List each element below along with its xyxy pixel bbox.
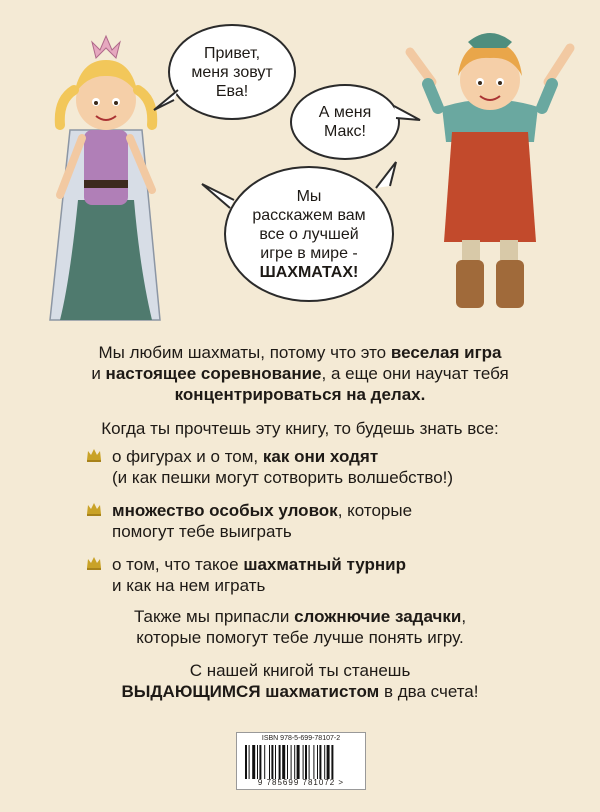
final-paragraph: С нашей книгой ты станешь ВЫДАЮЩИМСЯ шахматистом в два счета! <box>121 661 479 701</box>
shared-bubble-tail-right <box>372 160 402 190</box>
shared-speech-bubble <box>224 166 394 302</box>
bubble-line: все о лучшей <box>259 225 359 243</box>
also-paragraph: Также мы припасли сложнючие задачки, которые помогут тебе лучше понять игру. <box>133 607 467 647</box>
shared-bubble-tail-left <box>200 180 236 210</box>
bubble-line: Ева! <box>215 82 249 100</box>
barcode <box>236 732 366 790</box>
list-item: множество особых уловок, которые помогут тебе выиграть <box>92 500 532 542</box>
know-line: Когда ты прочтешь эту книгу, то будешь знать все: <box>101 419 499 438</box>
bubble-line: Привет, <box>203 44 261 62</box>
bubble-line: Мы <box>296 187 322 205</box>
max-speech-bubble <box>290 84 400 160</box>
bubble-line: расскажем вам <box>252 206 366 224</box>
bubble-line: Макс! <box>323 123 366 140</box>
barcode-digits: 9 785699 781072 > <box>257 778 345 787</box>
bubble-line: игре в мире - <box>260 244 358 262</box>
crown-icon <box>86 555 102 571</box>
list-item: о фигурах и о том, как они ходят (и как пешки могут сотворить волшебство!) <box>92 446 532 488</box>
intro-paragraph: Мы любим шахматы, потому что это веселая игра и настоящее соревнование, а еще они научат тебя концентрироваться на делах. <box>91 343 509 404</box>
barcode-bars <box>245 745 359 779</box>
bubble-line-bold: ШАХМАТАХ! <box>259 263 359 281</box>
crown-icon <box>86 447 102 463</box>
crown-icon <box>86 501 102 517</box>
max-illustration <box>402 12 578 312</box>
eva-illustration <box>30 20 180 325</box>
max-bubble-tail <box>392 100 422 130</box>
list-item: о том, что такое шахматный турнир и как на нем играть <box>92 554 532 596</box>
isbn-text: ISBN 978-5-699-78107-2 <box>261 735 341 742</box>
bubble-line: А меня <box>318 104 372 121</box>
eva-bubble-tail <box>152 84 182 114</box>
eva-speech-bubble <box>168 24 296 120</box>
bubble-line: меня зовут <box>191 63 273 81</box>
